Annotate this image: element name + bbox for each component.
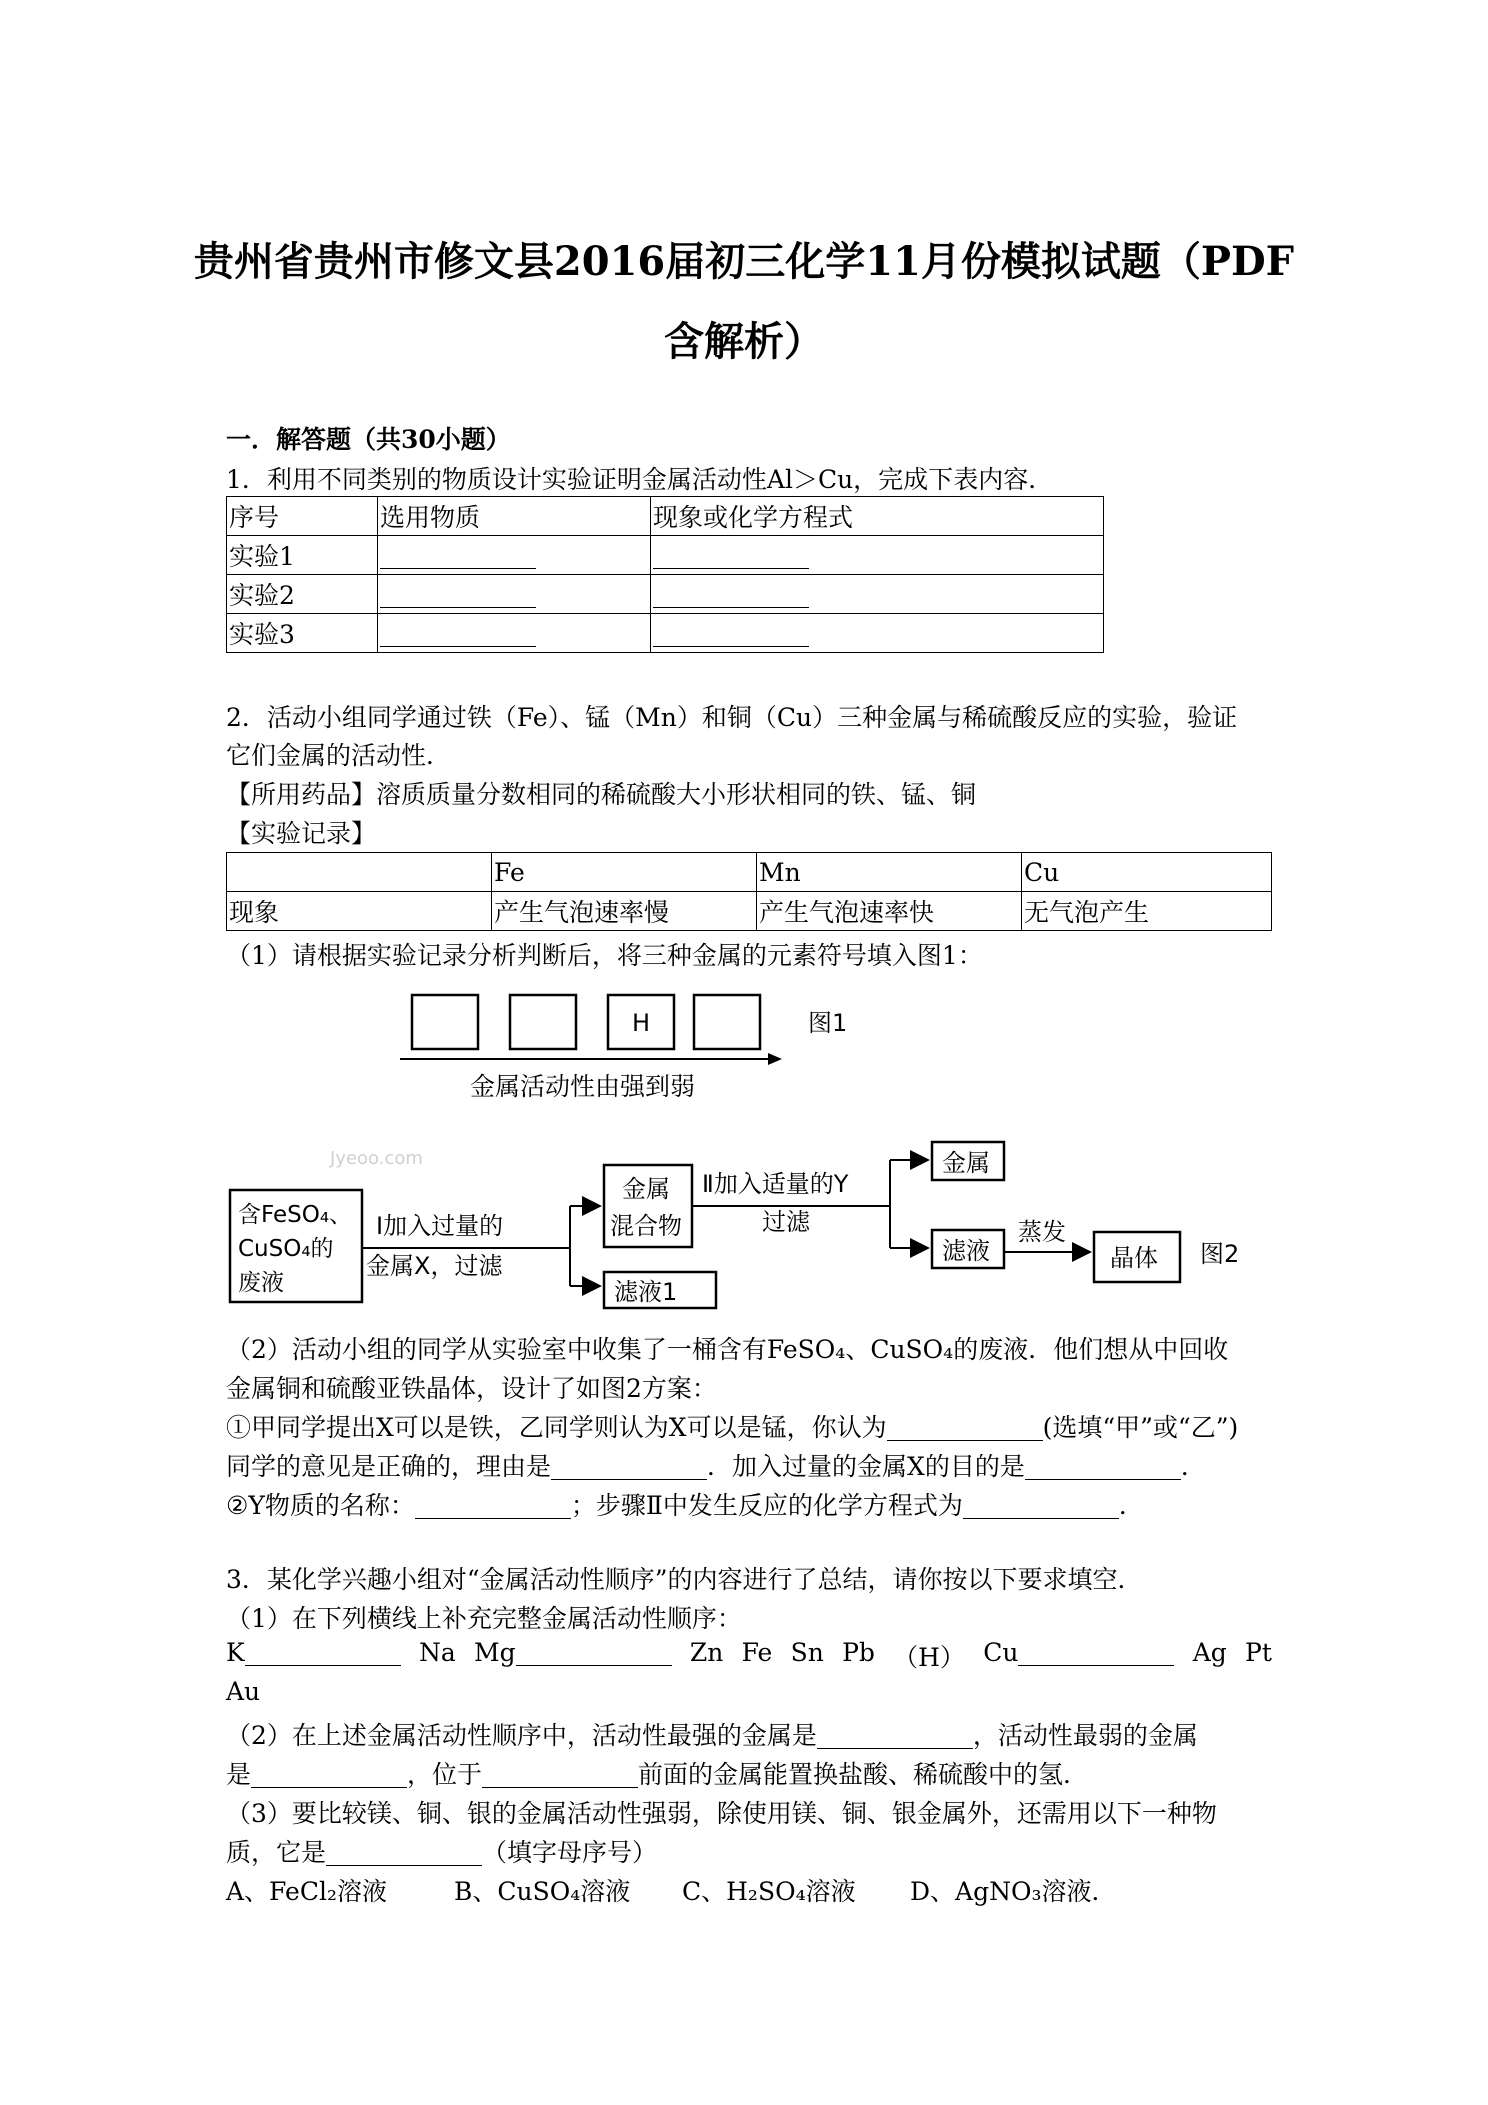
answer-blank [251, 1765, 407, 1788]
q2-part2-line3 [226, 1408, 1238, 1444]
fig1-arrow-label: 金属活动性由强到弱 [470, 1072, 696, 1101]
q2-header-cu: Cu [1022, 853, 1272, 892]
table-row [227, 575, 1104, 614]
q2-stem-line1: 2．活动小组同学通过铁（Fe）、锰（Mn）和铜（Cu）三种金属与稀硫酸反应的实验，验证 [226, 703, 1238, 732]
answer-blank [963, 1496, 1119, 1519]
section-heading: 一．解答题（共30小题） [226, 425, 511, 454]
q3-series-line [226, 1638, 1272, 1674]
answer-blank [516, 1643, 672, 1666]
element-symbol: Zn [689, 1638, 724, 1667]
text-run: 前面的金属能置换盐酸、稀硫酸中的氢． [638, 1760, 1089, 1789]
fig2-step1-line2: 金属X，过滤 [366, 1252, 503, 1280]
q3-part3-line2 [226, 1833, 657, 1869]
text-run: 质，它是 [226, 1838, 327, 1867]
text-run: （填字母序号） [482, 1838, 658, 1867]
q2-cell-cu: 无气泡产生 [1022, 892, 1272, 931]
document-title-line2: 含解析） [664, 318, 824, 365]
text-run: ②Y物质的名称： [226, 1491, 415, 1520]
fig2-filtrate: 滤液 [942, 1237, 990, 1265]
q2-part2-line4 [226, 1447, 1206, 1483]
text-run: ． [1118, 1491, 1144, 1520]
element-symbol: Ag [1192, 1638, 1227, 1667]
text-run: ，活动性最弱的金属 [972, 1721, 1198, 1750]
fig2-step1-line1: Ⅰ加入过量的 [376, 1212, 504, 1240]
q1-table [226, 496, 1104, 653]
q1-blank [651, 614, 1104, 653]
answer-blank [887, 1418, 1043, 1441]
table-row [227, 497, 1104, 536]
fig2-waste-line3: 废液 [238, 1270, 284, 1296]
element-symbol: Sn [790, 1638, 824, 1667]
answer-blank [1025, 1457, 1181, 1480]
q2-part2-line1: （2）活动小组的同学从实验室中收集了一桶含有FeSO₄、CuSO₄的废液．他们想从中回收 [226, 1335, 1229, 1364]
q2-cell-fe: 产生气泡速率慢 [492, 892, 757, 931]
q1-blank [651, 575, 1104, 614]
fig2-waste-line2: CuSO₄的 [238, 1236, 334, 1262]
q1-blank [378, 536, 651, 575]
element-symbol: Na [418, 1638, 456, 1667]
q3-part2-line2 [226, 1755, 1088, 1791]
answer-blank [415, 1496, 571, 1519]
fig1-empty-box [412, 995, 478, 1049]
q1-stem: 1．利用不同类别的物质设计实验证明金属活动性Al＞Cu，完成下表内容． [226, 465, 1054, 494]
fig2-mix-line2: 混合物 [610, 1212, 682, 1240]
q1-blank [651, 536, 1104, 575]
option-c: C、H₂SO₄溶液 [682, 1877, 856, 1906]
fig1-label: 图1 [808, 1009, 848, 1037]
table-row [227, 614, 1104, 653]
q3-part3-line1: （3）要比较镁、铜、银的金属活动性强弱，除使用镁、铜、银金属外，还需用以下一种物 [226, 1799, 1217, 1828]
q2-header-empty [227, 853, 492, 892]
q1-header-index: 序号 [227, 497, 378, 536]
q2-row-label: 现象 [227, 892, 492, 931]
fig2-step2-line1: Ⅱ加入适量的Y [702, 1170, 849, 1198]
q1-row-label: 实验1 [227, 536, 378, 575]
answer-blank [1018, 1643, 1174, 1666]
q3-part2-line1 [226, 1716, 1198, 1752]
option-d: D、AgNO₃溶液． [910, 1877, 1117, 1906]
element-symbol: K [226, 1638, 245, 1667]
q1-blank [378, 614, 651, 653]
text-run: ． [1180, 1452, 1206, 1481]
q2-part2-line2: 金属铜和硫酸亚铁晶体，设计了如图2方案： [226, 1374, 717, 1403]
figure-2 [210, 1140, 1270, 1320]
fig2-mix-line1: 金属 [622, 1175, 670, 1203]
q2-record-heading: 【实验记录】 [226, 819, 377, 848]
text-run: 是 [226, 1760, 252, 1789]
q3-options [226, 1872, 1117, 1908]
element-symbol: Mg [473, 1638, 516, 1667]
table-row [227, 536, 1104, 575]
option-b: B、CuSO₄溶液 [454, 1877, 631, 1906]
fig1-h-label: H [631, 1009, 651, 1037]
answer-blank [551, 1457, 707, 1480]
element-symbol: （H） [893, 1643, 965, 1672]
element-symbol: Pt [1245, 1638, 1272, 1667]
answer-blank [326, 1843, 482, 1866]
q2-part1: （1）请根据实验记录分析判断后，将三种金属的元素符号填入图1： [226, 941, 983, 970]
option-a: A、FeCl₂溶液 [226, 1877, 387, 1906]
element-symbol: Pb [842, 1638, 875, 1667]
answer-blank [817, 1726, 973, 1749]
fig2-crystal: 晶体 [1110, 1244, 1158, 1272]
q2-cell-mn: 产生气泡速率快 [757, 892, 1022, 931]
fig2-watermark: Jyeoo.com [330, 1148, 423, 1169]
figure-1 [390, 985, 890, 1135]
q1-blank [378, 575, 651, 614]
q2-table [226, 852, 1272, 931]
fig2-metal: 金属 [942, 1149, 990, 1177]
fig1-empty-box [694, 995, 760, 1049]
text-run: (选填“甲”或“乙”) [1042, 1413, 1239, 1442]
q1-header-phenomenon: 现象或化学方程式 [651, 497, 1104, 536]
q3-series-end: Au [226, 1677, 261, 1706]
q1-row-label: 实验3 [227, 614, 378, 653]
fig2-filtrate1: 滤液1 [614, 1278, 678, 1306]
q2-header-mn: Mn [757, 853, 1022, 892]
q2-part2-line5 [226, 1486, 1144, 1522]
fig2-evaporate: 蒸发 [1018, 1218, 1066, 1246]
q1-header-substance: 选用物质 [378, 497, 651, 536]
document-title-line1: 贵州省贵州市修文县2016届初三化学11月份模拟试题（PDF [193, 238, 1295, 285]
text-run: ，位于 [407, 1760, 483, 1789]
fig2-step2-line2: 过滤 [762, 1208, 810, 1236]
q2-drugs: 【所用药品】溶质质量分数相同的稀硫酸大小形状相同的铁、锰、铜 [226, 780, 977, 809]
element-symbol: Cu [983, 1638, 1019, 1667]
answer-blank [482, 1765, 638, 1788]
text-run: ．加入过量的金属X的目的是 [707, 1452, 1025, 1481]
table-row [227, 892, 1272, 931]
fig1-arrowhead [768, 1053, 782, 1065]
table-row [227, 853, 1272, 892]
text-run: （2）在上述金属活动性顺序中，活动性最强的金属是 [226, 1721, 817, 1750]
fig1-empty-box [510, 995, 576, 1049]
element-symbol: Fe [741, 1638, 773, 1667]
q2-header-fe: Fe [492, 853, 757, 892]
q3-stem: 3．某化学兴趣小组对“金属活动性顺序”的内容进行了总结，请你按以下要求填空． [226, 1565, 1143, 1594]
text-run: 同学的意见是正确的，理由是 [226, 1452, 552, 1481]
q1-row-label: 实验2 [227, 575, 378, 614]
answer-blank [245, 1643, 401, 1666]
q3-part1: （1）在下列横线上补充完整金属活动性顺序： [226, 1604, 742, 1633]
q2-stem-line2: 它们金属的活动性． [226, 741, 452, 770]
text-run: ；步骤Ⅱ中发生反应的化学方程式为 [570, 1491, 963, 1520]
fig2-waste-line1: 含FeSO₄、 [238, 1202, 353, 1228]
fig2-label: 图2 [1200, 1240, 1240, 1268]
text-run: ①甲同学提出X可以是铁，乙同学则认为X可以是锰，你认为 [226, 1413, 887, 1442]
